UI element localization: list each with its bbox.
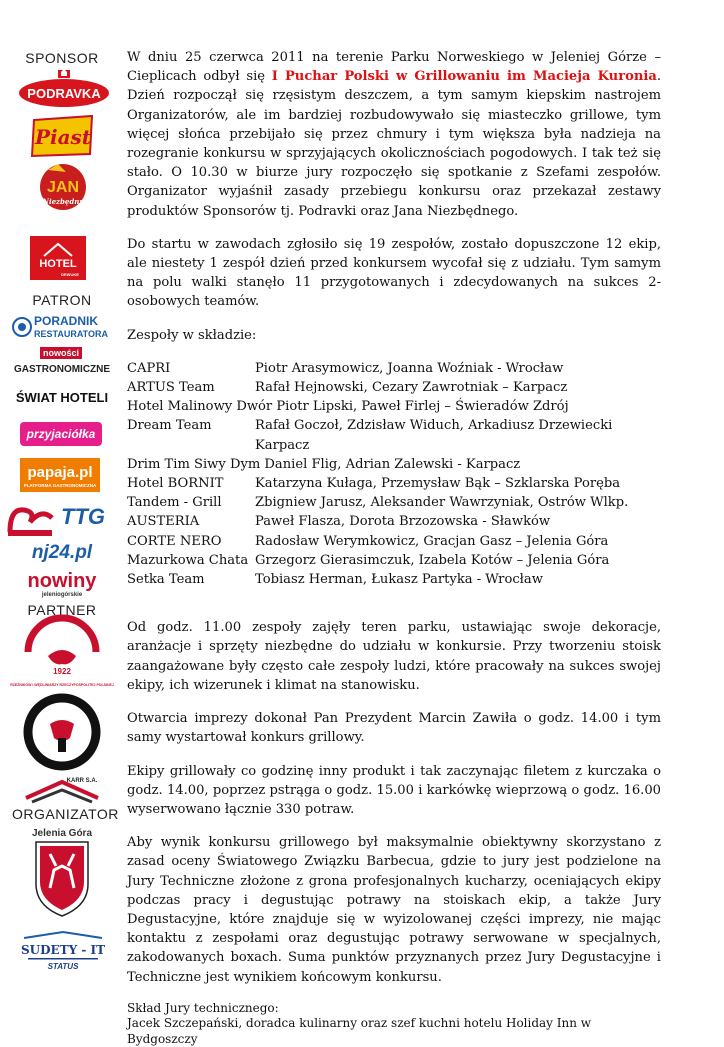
patron-heading: PATRON xyxy=(32,292,92,308)
team-full-line: Hotel Malinowy Dwór Piotr Lipski, Paweł Firlej – Świeradów Zdrój xyxy=(127,399,569,415)
jan-text: JAN xyxy=(46,179,80,196)
team-full-line: Drim Tim Siwy Dym Daniel Flig, Adrian Zalewski - Karpacz xyxy=(127,456,521,472)
jan-sub-text: Niezbędny xyxy=(42,197,84,206)
nj24-logo xyxy=(12,538,112,564)
nowosci-text: nowości xyxy=(42,348,80,358)
team-members: Grzegorz Gierasimczuk, Izabela Kotów – Jelenia Góra xyxy=(255,552,610,568)
paragraph-registration: Do startu w zawodach zgłosiło się 19 zespołów, zostało dopuszczone 12 ekip, ale niestety 1 zespół dzień przed konkursem wycofał się z udziału. Tym samym na polu walki stanęło 11 przygotowanych i zdecydowanych na sukces 2-osobowych teamów. xyxy=(127,236,661,310)
poradnik-restauratora-logo xyxy=(12,312,112,342)
team-name: CAPRI xyxy=(127,360,171,376)
przyjaciolka-logo xyxy=(20,422,102,446)
jury-section xyxy=(127,1001,661,1047)
podravka-logo xyxy=(17,66,111,108)
jury-heading: Skład Jury technicznego: xyxy=(127,1000,279,1015)
nowiny-logo xyxy=(14,568,110,598)
ttg-text: TTG xyxy=(61,504,105,529)
partner-heading: PARTNER xyxy=(27,602,97,618)
sudety-text: SUDETY - IT xyxy=(20,943,106,957)
team-members: Zbigniew Jarusz, Aleksander Wawrzyniak, Ostrów Wlkp. xyxy=(255,495,629,511)
teams-list xyxy=(127,359,661,589)
mazurkowa-chata-logo xyxy=(6,502,56,538)
sponsor-heading: SPONSOR xyxy=(25,50,99,66)
team-members: Paweł Flasza, Dorota Brzozowska - Sławków xyxy=(255,514,551,530)
team-name: CORTE NERO xyxy=(127,533,222,549)
team-row xyxy=(127,474,661,493)
nj24-text: nj24.pl xyxy=(31,542,93,563)
paragraph-setup: Od godz. 11.00 zespoły zajęły teren parku, ustawiając swoje dekoracje, aranżacje i sprzęty niezbędne do udziału w konkursie. Przy tworzeniu stoisk zaangażowane były często całe zespoły ludzi, które pracowały na sukces swojej ekipy, ich wizerunek i klimat na stanowisku. xyxy=(127,620,661,693)
jury-member: Jacek Szczepański, doradca kulinarny oraz szef kuchni hotelu Holiday Inn w Bydgoszczy xyxy=(127,1016,592,1046)
poradnik-text-1: PORADNIK xyxy=(34,314,99,328)
swiat-hoteli-logo xyxy=(14,386,110,408)
team-name: Dream Team xyxy=(127,418,212,434)
status-text: STATUS xyxy=(47,962,79,971)
podravka-text: PODRAVKA xyxy=(27,86,101,101)
stowarzyszenie-polskich-mediow-logo xyxy=(24,694,100,770)
team-row xyxy=(127,359,661,378)
team-row xyxy=(127,532,661,551)
papaja-text: papaja.pl xyxy=(27,464,93,481)
team-name: ARTUS Team xyxy=(127,380,215,396)
sudety-it-logo xyxy=(18,930,108,972)
swiat-hoteli-text: ŚWIAT HOTELI xyxy=(15,390,109,405)
stowarzyszenie-logo xyxy=(10,622,114,696)
piast-text: Piast xyxy=(34,125,92,149)
intro-text-end: . Dzień rozpoczął się rzęsistym deszczem, a tym samym kiepskim nastrojem Organizatorów, ale im bardziej rozbudowywało się miasteczko grillowe, tym więcej słońca przebijało się przez chmury i tym większa była nadzieja na rozegranie konkursu w sprzyjających okolicznościach pogodowych. I tak też się stało. O 10.30 w biurze jury rozpoczęło się spotkanie z Szefami zespołów. Organizator wyjaśnił zasady przebiegu konkursu oraz przekazał zestawy produktów Sponsorów tj. Podravki oraz Jana Niezbędnego. xyxy=(127,69,661,219)
ttg-logo xyxy=(62,500,104,532)
team-name: Setka Team xyxy=(127,572,205,588)
poradnik-text-2: RESTAURATORA xyxy=(34,329,108,339)
hotel-text: HOTEL xyxy=(39,258,77,270)
hotel-logo xyxy=(30,236,86,280)
team-row xyxy=(127,378,661,397)
team-name: Hotel BORNIT xyxy=(127,476,224,492)
team-row xyxy=(127,512,661,531)
stowarzyszenie-text: RZEŹNIKÓW I WĘDLINIARZY RZECZYPOSPOLITEJ POLSKIEJ xyxy=(10,683,114,687)
paragraph-opening: Otwarcia imprezy dokonał Pan Prezydent Marcin Zawiła o godz. 14.00 i tym samy wystartował konkurs grillowy. xyxy=(127,711,661,746)
event-title-highlight: I Puchar Polski w Grillowaniu im Macieja Kuronia xyxy=(271,69,657,85)
jelenia-gora-logo xyxy=(20,826,104,918)
team-row xyxy=(127,455,661,474)
jan-niezbedny-logo xyxy=(30,162,96,212)
team-name: Tandem - Grill xyxy=(127,495,222,511)
nowosci-gastronomiczne-logo xyxy=(12,346,112,376)
team-name: Mazurkowa Chata xyxy=(127,552,249,568)
team-row xyxy=(127,416,661,454)
teams-heading: Zespoły w składzie: xyxy=(127,327,257,343)
karr-logo xyxy=(22,774,102,804)
stowarzyszenie-year: 1922 xyxy=(53,667,71,676)
nowiny-sub-text: jeleniogórskie xyxy=(41,592,83,598)
hotel-sub-text: DEWUKE xyxy=(61,272,79,277)
paragraph-judging: Aby wynik konkursu grillowego był maksymalnie obiektywny skorzystano z zasad oceny Światowego Związku Barbecua, gdzie to jury jest podzielone na Jury Techniczne złożone z grona profesjonalnych kucharzy, oceniających ekipy podczas pracy i degustując potrawy na stoiskach ekip, a także Jury Degustacyjne, które znajduje się w wyizolowanej części imprezy, nie mając kontaktu z zespołami oraz degustując potrawy serwowane w specjalnych, zakodowanych boxach. Suma punktów przyznanych przez Jury Degustacyjne i Techniczne jest wynikiem końcowym konkursu. xyxy=(127,835,661,985)
sidebar xyxy=(0,0,120,1024)
karr-text: KARR S.A. xyxy=(66,778,98,784)
article-body xyxy=(127,48,661,1047)
team-row xyxy=(127,397,661,416)
intro-text-start: W dniu 25 czerwca 2011 na terenie Parku Norweskiego w Jeleniej Górze – Cieplicach odbył się xyxy=(127,50,661,85)
team-members: Tobiasz Herman, Łukasz Partyka - Wrocław xyxy=(255,572,543,588)
team-name: AUSTERIA xyxy=(127,514,200,530)
papaja-sub-text: PLATFORMA GASTRONOMICZNA xyxy=(23,483,97,488)
team-members: Rafał Goczoł, Zdzisław Widuch, Arkadiusz Drzewiecki Karpacz xyxy=(255,418,613,453)
team-members: Rafał Hejnowski, Cezary Zawrotniak – Karpacz xyxy=(255,380,568,396)
nowiny-text: nowiny xyxy=(27,570,97,592)
paragraph-grilling: Ekipy grillowały co godzinę inny produkt i tak zaczynając filetem z kurczaka o godz. 14.00, poprzez pstrąga o godz. 15.00 i karkówkę wieprzową o godz. 16.00 wyserwowano łącznie 330 potraw. xyxy=(127,763,661,817)
organizator-heading: ORGANIZATOR xyxy=(12,806,119,822)
team-members: Piotr Arasymowicz, Joanna Woźniak - Wrocław xyxy=(255,360,564,376)
papaja-logo xyxy=(20,458,100,492)
gastronom-text: GASTRONOMICZNE xyxy=(13,364,111,375)
jelenia-gora-text: Jelenia Góra xyxy=(31,828,93,839)
team-row xyxy=(127,493,661,512)
team-row xyxy=(127,551,661,570)
piast-logo xyxy=(30,114,96,158)
team-members: Katarzyna Kułaga, Przemysław Bąk – Szklarska Poręba xyxy=(255,476,621,492)
team-row xyxy=(127,570,661,589)
paragraph-intro xyxy=(127,48,661,221)
team-members: Radosław Werymkowicz, Gracjan Gasz – Jelenia Góra xyxy=(255,533,609,549)
przyjaciolka-text: przyjaciółka xyxy=(26,427,96,441)
